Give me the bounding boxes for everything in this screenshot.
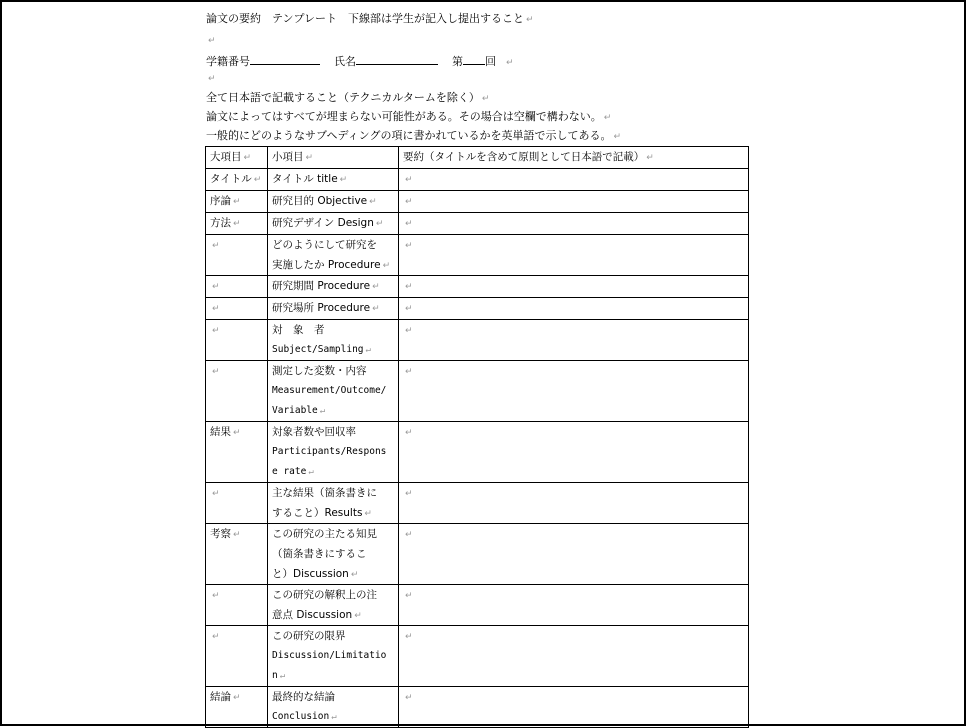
table-body — [206, 169, 749, 728]
minor-item-line: e rate ↵ — [272, 466, 314, 477]
minor-item-cell — [268, 169, 399, 191]
minor-item-line: Subject/Sampling ↵ — [272, 344, 371, 355]
minor-item-cell — [268, 298, 399, 320]
major-item-cell: 方法 ↵ — [206, 213, 268, 235]
summary-table — [205, 146, 749, 728]
minor-item-cell — [268, 524, 399, 585]
table-header-row — [206, 147, 749, 169]
minor-item-line: この研究の解釈上の注 — [272, 589, 377, 601]
summary-input-cell[interactable]: ↵ — [399, 626, 749, 687]
major-item-cell: 序論 ↵ — [206, 191, 268, 213]
paragraph-mark: ↵ — [481, 94, 490, 104]
table-row — [206, 524, 749, 585]
paragraph-mark: ↵ — [208, 36, 216, 46]
summary-input-cell[interactable]: ↵ — [399, 585, 749, 626]
minor-item-cell — [268, 585, 399, 626]
paragraph-mark: ↵ — [208, 74, 216, 84]
summary-input-cell[interactable]: ↵ — [399, 191, 749, 213]
minor-item-line: 主な結果（箇条書きに — [272, 487, 377, 499]
paragraph-mark: ↵ — [613, 132, 622, 142]
minor-item-cell — [268, 213, 399, 235]
table-row — [206, 687, 749, 728]
minor-item-cell — [268, 483, 399, 524]
table-row — [206, 626, 749, 687]
student-id-field[interactable] — [250, 53, 320, 65]
minor-item-cell — [268, 320, 399, 361]
major-item-cell: ↵ — [206, 276, 268, 298]
blank-line — [206, 33, 216, 48]
table-row — [206, 298, 749, 320]
minor-item-line: （箇条書きにするこ — [272, 548, 367, 560]
blank-line — [206, 71, 216, 86]
session-number-field[interactable] — [463, 53, 485, 65]
instruction-line-3: 一般的にどのようなサブヘディングの項に書かれているかを英単語で示してある。 ↵ — [206, 129, 622, 142]
paragraph-mark: ↵ — [603, 113, 612, 123]
minor-item-line: Conclusion ↵ — [272, 711, 337, 722]
minor-item-line: 測定した変数・内容 — [272, 365, 367, 377]
minor-item-line: この研究の主たる知見 — [272, 528, 377, 540]
major-item-cell: ↵ — [206, 585, 268, 626]
major-item-cell: 結果 ↵ — [206, 422, 268, 483]
minor-item-line: すること）Results ↵ — [272, 507, 372, 519]
major-item-cell: ↵ — [206, 361, 268, 422]
summary-input-cell[interactable]: ↵ — [399, 235, 749, 276]
minor-item-line: 研究デザイン Design ↵ — [272, 217, 384, 229]
minor-item-line: 対象者数や回収率 — [272, 426, 356, 438]
session-suffix: 回 — [485, 55, 496, 68]
minor-item-line: 実施したか Procedure ↵ — [272, 259, 391, 271]
minor-item-line: 研究目的 Objective ↵ — [272, 195, 377, 207]
table-row — [206, 483, 749, 524]
minor-item-cell — [268, 191, 399, 213]
name-field[interactable] — [356, 53, 438, 65]
summary-input-cell[interactable]: ↵ — [399, 422, 749, 483]
table-row — [206, 276, 749, 298]
minor-item-line: 意点 Discussion ↵ — [272, 609, 362, 621]
session-prefix: 第 — [452, 55, 463, 68]
table-row — [206, 585, 749, 626]
minor-item-line: 対 象 者 — [272, 324, 325, 336]
summary-input-cell[interactable]: ↵ — [399, 276, 749, 298]
summary-input-cell[interactable]: ↵ — [399, 298, 749, 320]
summary-input-cell[interactable]: ↵ — [399, 361, 749, 422]
minor-item-line: どのようにして研究を — [272, 239, 377, 251]
name-label: 氏名 — [334, 55, 356, 68]
minor-item-line: タイトル title ↵ — [272, 173, 348, 185]
minor-item-line: Measurement/Outcome/ — [272, 385, 387, 396]
minor-item-line: Participants/Respons — [272, 446, 387, 457]
major-item-cell: タイトル ↵ — [206, 169, 268, 191]
minor-item-cell — [268, 276, 399, 298]
major-item-cell: ↵ — [206, 298, 268, 320]
document-page — [203, 0, 763, 726]
instruction-line-2: 論文によってはすべてが埋まらない可能性がある。その場合は空欄で構わない。 ↵ — [206, 110, 612, 123]
summary-input-cell[interactable]: ↵ — [399, 483, 749, 524]
minor-item-line: 研究期間 Procedure ↵ — [272, 280, 380, 292]
table-row — [206, 191, 749, 213]
major-item-cell: ↵ — [206, 235, 268, 276]
header-minor: 小項目 ↵ — [268, 147, 399, 169]
table-row — [206, 361, 749, 422]
summary-input-cell[interactable]: ↵ — [399, 524, 749, 585]
minor-item-line: と）Discussion ↵ — [272, 568, 359, 580]
summary-input-cell[interactable]: ↵ — [399, 213, 749, 235]
minor-item-line: Variable ↵ — [272, 405, 326, 416]
summary-input-cell[interactable]: ↵ — [399, 320, 749, 361]
student-info-line — [206, 53, 514, 70]
table-row — [206, 422, 749, 483]
summary-input-cell[interactable]: ↵ — [399, 169, 749, 191]
major-item-cell: ↵ — [206, 483, 268, 524]
minor-item-cell — [268, 687, 399, 728]
minor-item-cell — [268, 422, 399, 483]
table-row — [206, 320, 749, 361]
major-item-cell: 結論 ↵ — [206, 687, 268, 728]
minor-item-line: この研究の限界 — [272, 630, 346, 642]
paragraph-mark: ↵ — [526, 15, 534, 25]
minor-item-cell — [268, 626, 399, 687]
major-item-cell: 考察 ↵ — [206, 524, 268, 585]
instruction-line-1: 全て日本語で記載すること（テクニカルタームを除く） ↵ — [206, 91, 490, 104]
minor-item-cell — [268, 361, 399, 422]
summary-input-cell[interactable]: ↵ — [399, 687, 749, 728]
table-row — [206, 235, 749, 276]
minor-item-line: 研究場所 Procedure ↵ — [272, 302, 380, 314]
minor-item-cell — [268, 235, 399, 276]
paragraph-mark: ↵ — [506, 58, 514, 68]
header-major: 大項目 ↵ — [206, 147, 268, 169]
header-summary: 要約（タイトルを含めて原則として日本語で記載） ↵ — [399, 147, 749, 169]
major-item-cell: ↵ — [206, 626, 268, 687]
table-row — [206, 169, 749, 191]
document-title: 論文の要約 テンプレート 下線部は学生が記入し提出すること ↵ — [206, 12, 534, 25]
major-item-cell: ↵ — [206, 320, 268, 361]
student-id-label: 学籍番号 — [206, 55, 250, 68]
minor-item-line: Discussion/Limitatio — [272, 650, 387, 661]
minor-item-line: 最終的な結論 — [272, 691, 335, 703]
table-row — [206, 213, 749, 235]
minor-item-line: n ↵ — [272, 670, 286, 681]
